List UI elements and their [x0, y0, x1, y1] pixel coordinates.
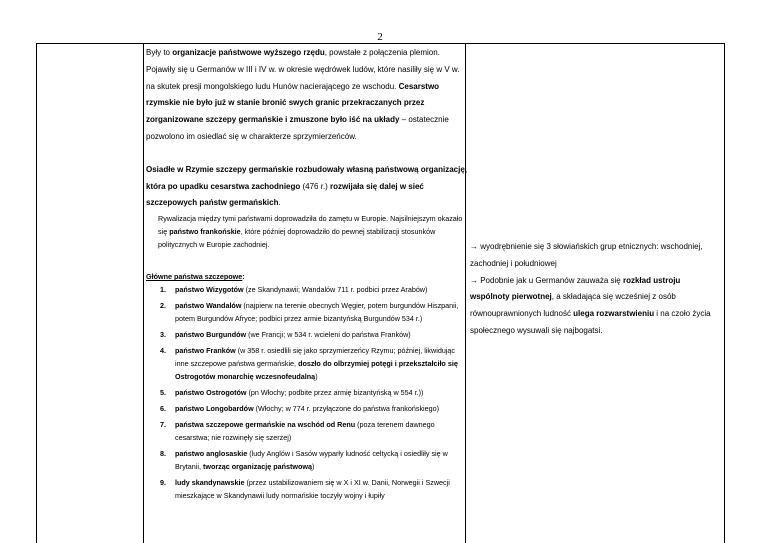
- state-list-item: [146, 328, 468, 341]
- text: (Włochy; w 774 r. przyłączone do państwa frankońskiego): [253, 404, 440, 414]
- text: (poza terenem dawnego cesarstwa; nie rozwinęły się szerzej): [175, 420, 435, 443]
- bold-text: państwo Wizygotów: [175, 285, 244, 295]
- state-list-item: [146, 402, 468, 415]
- bold-text: ulega rozwarstwieniu: [573, 309, 655, 319]
- list-number: 9.: [160, 478, 166, 488]
- bold-text: doszło do olbrzymiej potęgi i przekształciło się Ostrogotów monarchię wczesnofeudalną: [175, 359, 458, 382]
- text: (pn Włochy; podbite przez armię bizantyńską w 554 r.)): [246, 388, 424, 398]
- bold-text: Cesarstwo rzymskie nie było już w stanie bronić swych granic przekraczanych przez zorganizowane szczepy germańskie i zmuszone było iść na układy: [146, 81, 440, 125]
- text: (ludy Anglów i Sasów wyparły ludność celtycką i osiedliły się w Brytanii,: [175, 449, 448, 472]
- main-content-cell: [146, 45, 468, 505]
- bold-text: tworząc organizację państwową: [202, 462, 313, 472]
- state-list-item: [146, 386, 468, 399]
- list-number: 8.: [160, 449, 166, 459]
- list-number: 1.: [160, 285, 166, 295]
- list-number: 4.: [160, 346, 166, 356]
- side-note-slavic-groups: [470, 239, 720, 273]
- text: – ostatecznie pozwolono im osiedlać się w charakterze sprzymierzeńców.: [146, 115, 449, 141]
- text: (476 r.): [302, 181, 328, 191]
- bold-text: rozwijała się dalej w sieć szczepowych państw germańskich: [146, 181, 424, 208]
- list-number: 3.: [160, 330, 166, 340]
- text: ): [315, 372, 318, 382]
- text: (przez ustabilizowaniem się w X i XI w. Danii, Norwegii i Szwecji mieszkające w Skandynawii ludy normańskie toczyły wojny i łupiły: [175, 478, 450, 501]
- bold-text: państwo anglosaskie: [175, 449, 248, 459]
- text: (najpierw na terenie obecnych Węgier, potem burgundów Hiszpanii, potem Burgundów Afryce; podbici przez armie bizantyńską Burgundów 534 r.): [175, 301, 459, 324]
- bold-text: państwo Burgundów: [175, 330, 247, 340]
- text: Rywalizacja między tymi państwami doprowadziła do zamętu w Europie. Najsilniejszym okazało się: [158, 214, 463, 237]
- list-number: 2.: [160, 301, 166, 311]
- state-list-item: [146, 476, 468, 502]
- bold-text: państwo Ostrogotów: [175, 388, 247, 398]
- list-number: 5.: [160, 388, 166, 398]
- states-heading: Główne państwa szczepowe:: [146, 272, 245, 282]
- side-notes-cell: [470, 239, 720, 340]
- notes-table: [36, 43, 725, 543]
- paragraph-rivalry: [146, 212, 468, 251]
- text: (ze Skandynawii; Wandalów 711 r. podbici przez Arabów): [243, 285, 428, 295]
- text: , a składająca się wcześniej z osób równouprawnionych ludność: [470, 292, 676, 319]
- text: , które później doprowadziło do pewnej stabilizacji stosunków politycznych w Europie zachodniej.: [158, 227, 436, 250]
- state-list-item: [146, 447, 468, 473]
- page-number: 2: [377, 31, 383, 43]
- text: Były to: [146, 48, 173, 57]
- text: i na czoło życia społecznego wysuwali się najbogatsi.: [470, 309, 711, 335]
- bold-text: państwa szczepowe germańskie na wschód od Renu: [175, 420, 356, 430]
- bold-text: rozkład ustroju wspólnoty pierwotnej: [470, 275, 681, 302]
- paragraph-germanic-states: [146, 162, 468, 212]
- bold-text: państwo Franków: [175, 346, 236, 356]
- text: → wyodrębnienie się 3 słowiańskich grup etnicznych: wschodniej, zachodniej i południowej: [470, 242, 703, 268]
- text: → Podobnie jak u Germanów zauważa się: [470, 275, 623, 285]
- state-list-item: [146, 418, 468, 444]
- bold-text: państwo Longobardów: [175, 404, 254, 414]
- states-list: [146, 283, 468, 502]
- text: (w 358 r. osiedlili się jako sprzymierzeńcy Rzymu; później, likwidując inne szczepowe państwa germańskie,: [175, 346, 455, 369]
- list-number: 7.: [160, 420, 166, 430]
- bold-text: państwo frankońskie: [169, 227, 241, 237]
- side-note-social-change: [470, 273, 720, 340]
- bold-text: Osiadłe w Rzymie szczepy germańskie rozbudowały własną państwową organizację, która po upadku cesarstwa zachodniego: [146, 164, 467, 191]
- bold-text: organizacje państwowe wyższego rzędu: [172, 48, 325, 57]
- paragraph-state-organizations: [146, 45, 468, 146]
- text: , powstałe z połączenia plemion. Pojawiły się u Germanów w III i IV w. w okresie wędrówek ludów, które nasiliły się w V w. na skutek presji mongolskiego ludu Hunów nacierającego ze wschodu.: [146, 48, 460, 91]
- text: (we Francji; w 534 r. wcieleni do państwa Franków): [246, 330, 411, 340]
- bold-text: państwo Wandalów: [175, 301, 242, 311]
- state-list-item: [146, 299, 468, 325]
- bold-text: ludy skandynawskie: [175, 478, 245, 488]
- column-divider: [143, 44, 144, 543]
- state-list-item: [146, 283, 468, 296]
- text: .: [278, 198, 281, 208]
- state-list-item: [146, 344, 468, 383]
- list-number: 6.: [160, 404, 166, 414]
- text: ): [312, 462, 315, 472]
